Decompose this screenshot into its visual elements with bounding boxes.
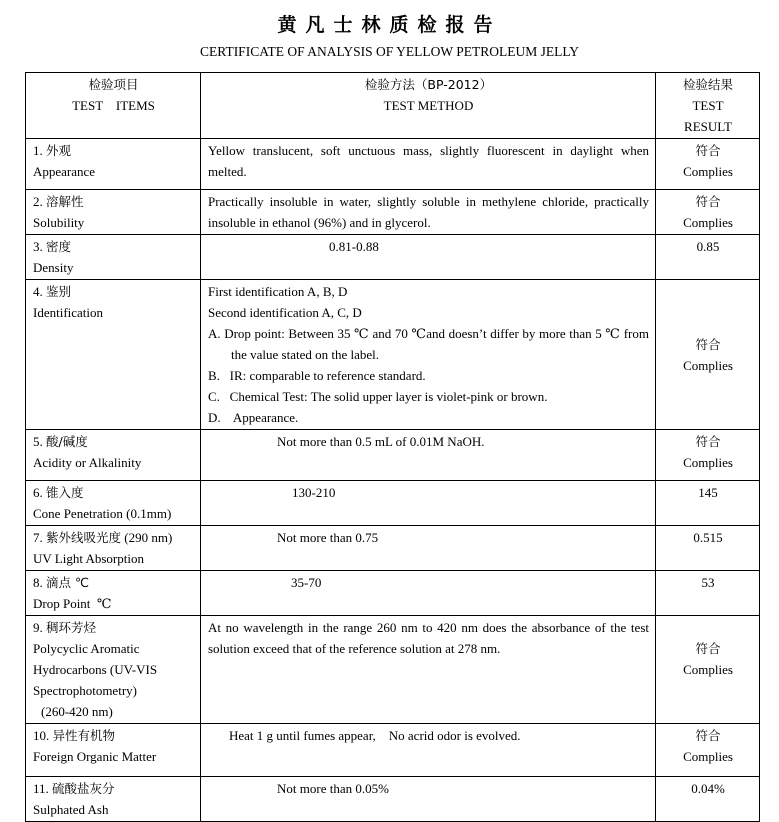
identification-list <box>208 323 649 428</box>
result-cell <box>656 430 760 481</box>
result-en: Complies <box>683 164 733 179</box>
item-name-en: Cone Penetration (0.1mm) <box>33 506 172 521</box>
table-row <box>26 430 760 481</box>
item-number: 11. <box>33 781 49 796</box>
method-value: Not more than 0.75 <box>277 530 379 545</box>
result-zh: 符合 <box>695 143 721 158</box>
result-cell <box>656 616 760 724</box>
header-result-en1: TEST <box>692 98 724 113</box>
header-items <box>26 73 201 139</box>
item-number: 5. <box>33 434 43 449</box>
item-name-en: Hydrocarbons (UV-VIS <box>33 662 158 677</box>
item-name-en: Foreign Organic Matter <box>33 749 157 764</box>
item-name-en: Density <box>33 260 74 275</box>
result-zh: 符合 <box>695 641 721 656</box>
method-value: 130-210 <box>292 485 336 500</box>
item-number: 10. <box>33 728 50 743</box>
result-cell: 0.85 <box>656 235 760 280</box>
method-value: Not more than 0.5 mL of 0.01M NaOH. <box>277 434 485 449</box>
item-name-en: UV Light Absorption <box>33 551 144 566</box>
result-cell: 0.515 <box>656 526 760 571</box>
result-cell <box>656 139 760 190</box>
item-cell <box>26 526 201 571</box>
item-name-zh: 紫外线吸光度 <box>46 530 122 545</box>
header-method-en: TEST METHOD <box>383 98 474 113</box>
list-item: B. IR: comparable to reference standard. <box>208 368 426 383</box>
header-method <box>201 73 656 139</box>
method-cell <box>201 724 656 777</box>
item-name-zh: 密度 <box>46 239 72 254</box>
table-row <box>26 777 760 822</box>
item-name-en: (260-420 nm) <box>41 704 113 719</box>
method-value: 0.81-0.88 <box>329 239 379 254</box>
item-cell <box>26 616 201 724</box>
item-number: 2. <box>33 194 43 209</box>
result-en: Complies <box>683 215 733 230</box>
result-zh: 符合 <box>695 194 721 209</box>
method-value: 35-70 <box>291 575 322 590</box>
result-zh: 符合 <box>695 336 721 352</box>
item-cell <box>26 571 201 616</box>
item-cell <box>26 430 201 481</box>
header-row <box>26 73 760 139</box>
result-en: Complies <box>683 662 733 677</box>
result-cell: 145 <box>656 481 760 526</box>
table-row <box>26 280 760 430</box>
item-name-en: Identification <box>33 305 104 320</box>
method-value: Heat 1 g until fumes appear, No acrid odor is evolved. <box>229 728 521 743</box>
result-cell: 0.04% <box>656 777 760 822</box>
method-cell <box>201 526 656 571</box>
method-cell <box>201 481 656 526</box>
item-cell <box>26 139 201 190</box>
method-value: Not more than 0.05% <box>277 781 389 796</box>
item-name-en: Sulphated Ash <box>33 802 109 817</box>
table-row <box>26 571 760 616</box>
result-en: Complies <box>683 357 733 373</box>
header-method-zh: 检验方法（BP-2012） <box>364 77 493 92</box>
result-en: Complies <box>683 455 733 470</box>
method-cell: At no wavelength in the range 260 nm to 420 nm does the absorbance of the test solution exceed that of the reference solution at 278 nm. <box>201 616 656 724</box>
method-cell <box>201 235 656 280</box>
item-cell <box>26 280 201 430</box>
result-zh: 符合 <box>695 728 721 743</box>
table-row <box>26 724 760 777</box>
table-row <box>26 616 760 724</box>
method-cell <box>201 430 656 481</box>
list-item: A. Drop point: Between 35 ℃ and 70 ℃and doesn’t differ by more than 5 ℃ from the value stated on the label. <box>208 326 649 362</box>
method-cell: Yellow translucent, soft unctuous mass, slightly fluorescent in daylight when melted. <box>201 139 656 190</box>
table-row <box>26 481 760 526</box>
item-cell <box>26 190 201 235</box>
item-number: 7. <box>33 530 43 545</box>
coa-table <box>25 72 760 822</box>
item-name-zh: 稠环芳烃 <box>46 620 97 635</box>
table-row <box>26 139 760 190</box>
method-cell <box>201 777 656 822</box>
item-number: 1. <box>33 143 43 158</box>
result-cell <box>656 724 760 777</box>
method-cell <box>201 571 656 616</box>
item-name-zh: 外观 <box>46 143 72 158</box>
item-number: 3. <box>33 239 43 254</box>
method-line: First identification A, B, D <box>208 284 348 299</box>
item-cell <box>26 235 201 280</box>
item-name-suffix: (290 nm) <box>121 530 173 545</box>
item-number: 9. <box>33 620 43 635</box>
header-result-en2: RESULT <box>684 119 732 134</box>
item-cell <box>26 481 201 526</box>
method-cell: Practically insoluble in water, slightly soluble in methylene chloride, practically insoluble in ethanol (96%) and in glycerol. <box>201 190 656 235</box>
result-cell <box>656 190 760 235</box>
item-cell <box>26 724 201 777</box>
item-name-zh: 酸/碱度 <box>46 434 88 449</box>
item-name-en: Polycyclic Aromatic <box>33 641 140 656</box>
item-name-en: Solubility <box>33 215 85 230</box>
item-name-en: Spectrophotometry) <box>33 683 137 698</box>
item-name-zh: 鉴别 <box>46 284 72 299</box>
item-name-zh: 锥入度 <box>46 485 84 500</box>
table-row <box>26 526 760 571</box>
item-name-zh: 溶解性 <box>46 194 84 209</box>
result-cell: 53 <box>656 571 760 616</box>
header-items-en: TEST ITEMS <box>72 98 155 113</box>
table-row <box>26 235 760 280</box>
item-name-zh: 硫酸盐灰分 <box>52 781 115 796</box>
list-item: C. Chemical Test: The solid upper layer is violet-pink or brown. <box>208 389 548 404</box>
item-name-en: Drop Point ℃ <box>33 596 112 611</box>
item-name-en: Acidity or Alkalinity <box>33 455 142 470</box>
item-cell <box>26 777 201 822</box>
item-number: 8. <box>33 575 43 590</box>
result-cell <box>656 280 760 430</box>
item-name-zh: 异性有机物 <box>52 728 116 743</box>
header-result-zh: 检验结果 <box>682 77 733 92</box>
result-zh: 符合 <box>695 434 721 449</box>
method-cell <box>201 280 656 430</box>
document-subtitle: CERTIFICATE OF ANALYSIS OF YELLOW PETROLEUM JELLY <box>200 44 579 59</box>
item-name-en: Appearance <box>33 164 96 179</box>
list-item: D. Appearance. <box>208 410 299 425</box>
document-title: 黄凡士林质检报告 <box>277 14 502 36</box>
item-name-zh: 滴点 ℃ <box>46 575 90 590</box>
header-items-zh: 检验项目 <box>88 77 139 92</box>
table-row <box>26 190 760 235</box>
method-line: Second identification A, C, D <box>208 305 362 320</box>
item-number: 4. <box>33 284 43 299</box>
result-en: Complies <box>683 749 733 764</box>
item-number: 6. <box>33 485 43 500</box>
header-result <box>656 73 760 139</box>
